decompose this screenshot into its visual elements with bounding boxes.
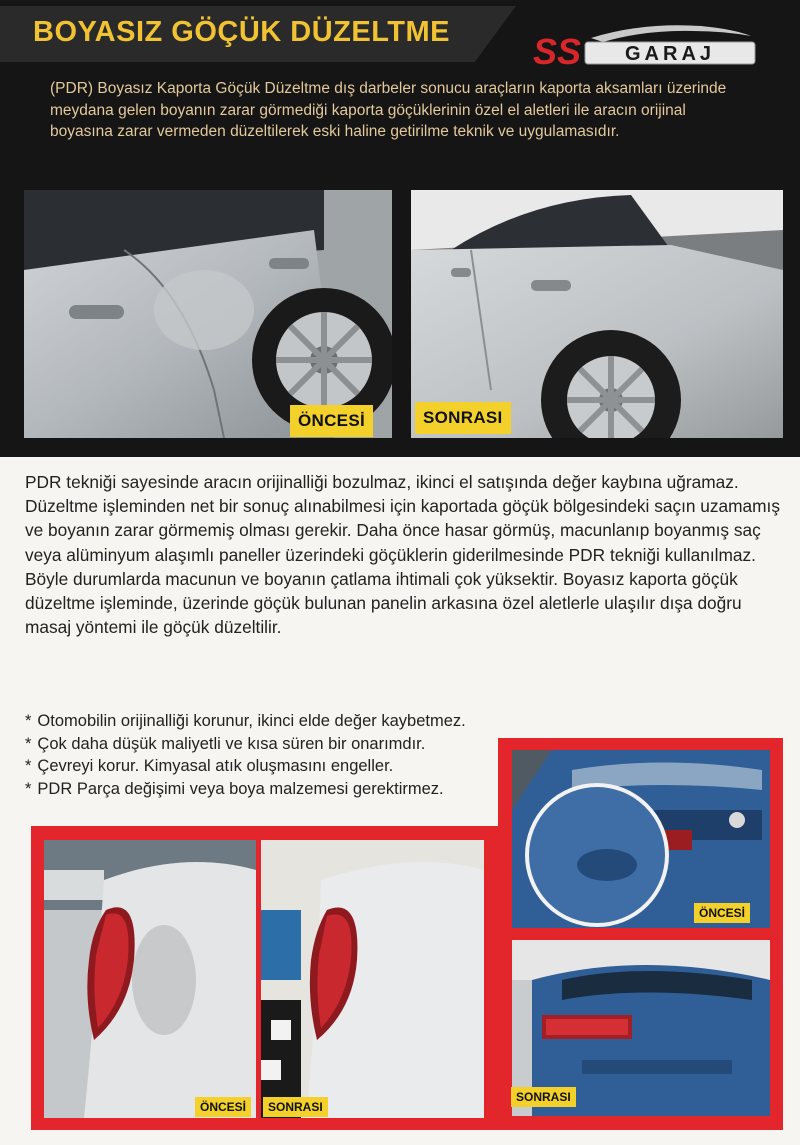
after-fender-photo [261,840,484,1118]
logo-text: GARAJ [625,43,716,65]
after-label-top: SONRASI [415,402,511,434]
benefits-list [25,710,466,800]
before-fender-photo [44,840,256,1118]
body-paragraph: PDR tekniği sayesinde aracın orijinalliği bozulmaz, ikinci el satışında değer kaybına uğramaz. Düzeltme işleminden net bir sonuç alınabilmesi için kaportada göçük bölgesindeki saçın uzamamış ve boyanın zarar görmemiş olması gerekir. Daha önce hasar görmüş, macunlanıp boyanmış saç veya alüminyum alaşımlı paneller üzerindeki göçüklerin giderilmesinde PDR tekniği kullanılmaz. Böyle durumlarda macunun ve boyanın çatlama ihtimali çok yüksektir. Boyasız kaporta göçük düzeltme işleminde, üzerinde göçük bulunan panelin arkasına özel aletlerle ulaşılır dışa doğru masaj yöntemi ile göçük düzeltilir. [25,472,780,638]
ss-garaj-logo [533,20,761,68]
after-label-left: SONRASI [263,1097,328,1117]
after-fender-image [261,840,484,1118]
before-trunk-image [512,750,770,928]
after-door-image [411,190,783,438]
after-label-right: SONRASI [511,1087,576,1107]
list-item: * PDR Parça değişimi veya boya malzemesi gerektirmez. [25,779,444,798]
list-item: * Otomobilin orijinalliği korunur, ikinci elde değer kaybetmez. [25,712,466,730]
list-item: * Çevreyi korur. Kimyasal atık oluşmasını engeller. [25,757,394,775]
before-label-top: ÖNCESİ [290,405,373,437]
before-fender-image [44,840,256,1118]
list-item: * Çok daha düşük maliyetli ve kısa süren bir onarımdır. [25,734,426,753]
page-title: BOYASIZ GÖÇÜK DÜZELTME [33,16,451,48]
before-door-photo [24,190,392,438]
before-label-left: ÖNCESİ [195,1097,251,1117]
before-door-image [24,190,392,438]
intro-paragraph: (PDR) Boyasız Kaporta Göçük Düzeltme dış darbeler sonucu araçların kaporta aksamları üzerinde meydana gelen boyanın zarar görmediği kaporta göçüklerinin özel el aletleri ile aracın orijinal boyasına zarar vermeden düzeltilerek eski haline getirilme teknik ve uygulamasıdır. [50,80,727,140]
logo-mark: SS [533,31,582,68]
after-door-photo [411,190,783,438]
before-label-right: ÖNCESİ [694,903,750,923]
before-trunk-photo [512,750,770,928]
